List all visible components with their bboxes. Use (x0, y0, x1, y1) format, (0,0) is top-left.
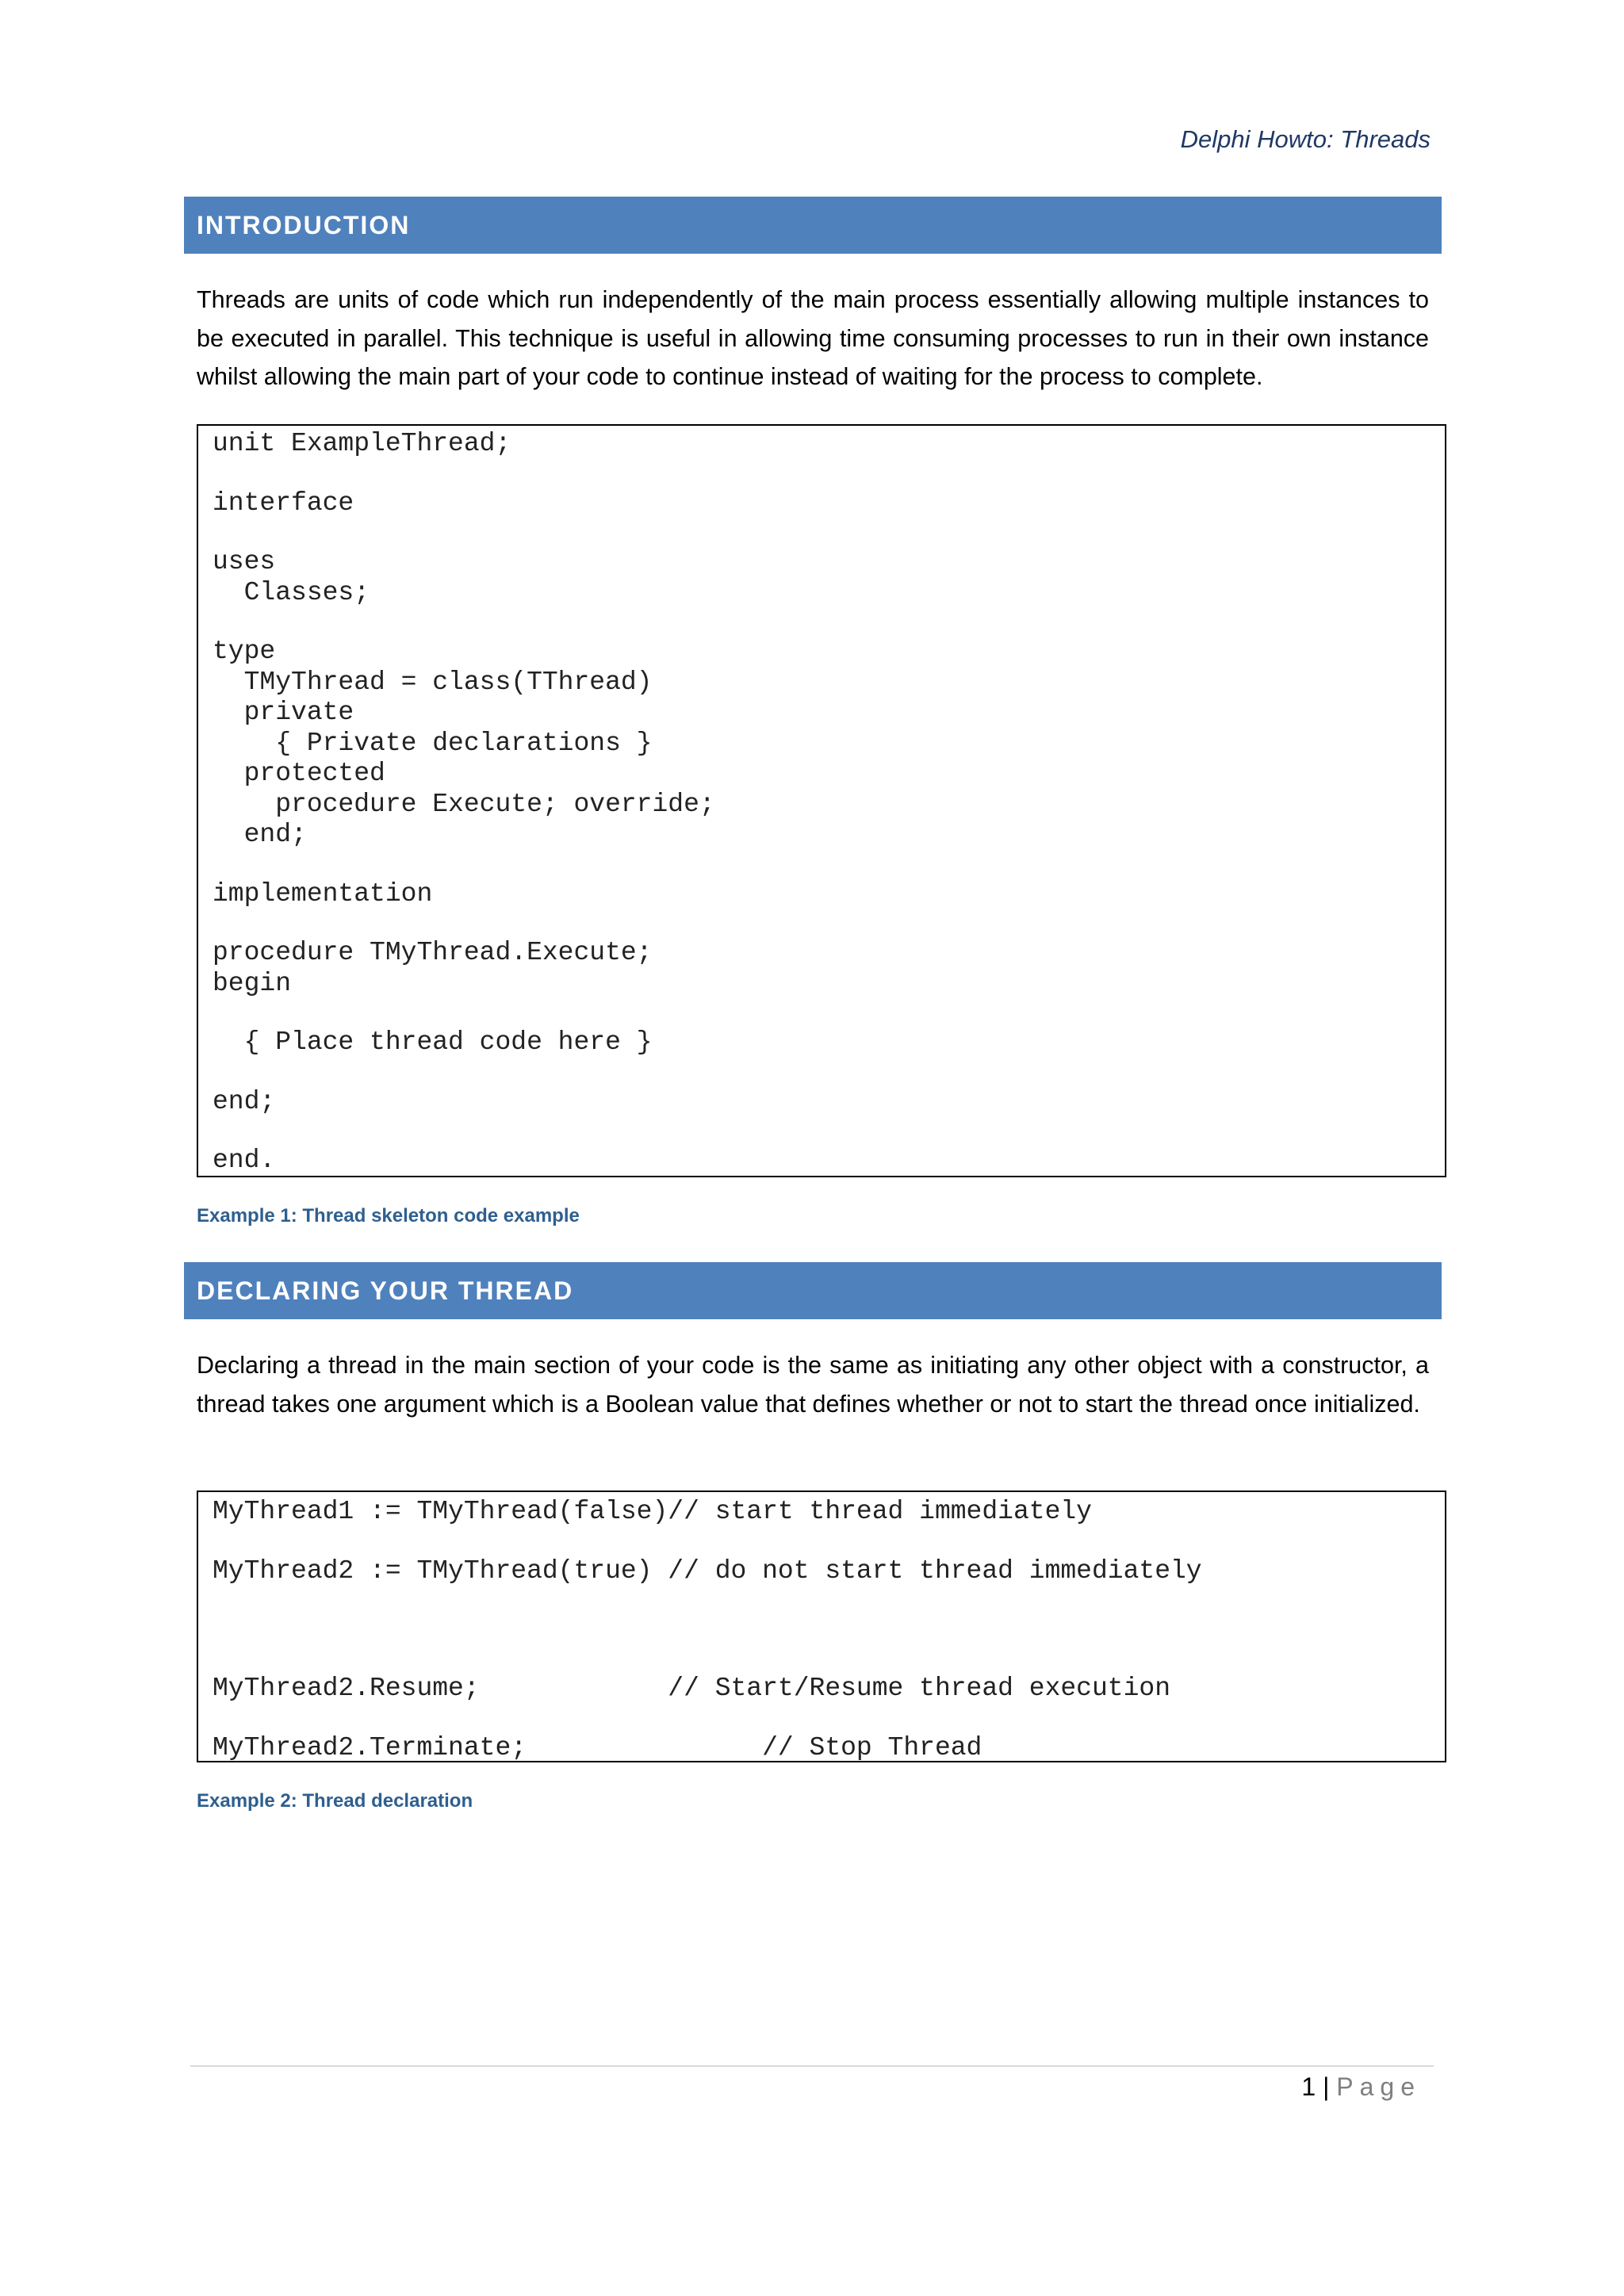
page-footer (1301, 2072, 1421, 2102)
code-example-thread-skeleton (197, 424, 1446, 1177)
footer-separator: | (1323, 2072, 1330, 2101)
code-line: protected (213, 759, 385, 788)
example-1-caption: Example 1: Thread skeleton code example (197, 1205, 580, 1226)
page-number: 1 (1301, 2072, 1316, 2101)
running-header-title: Delphi Howto: Threads (1180, 125, 1431, 153)
code-line: { Place thread code here } (213, 1027, 653, 1057)
code-line: uses (213, 547, 276, 576)
code-line: unit ExampleThread; (213, 429, 511, 458)
code-line: type (213, 637, 276, 666)
code-line: end. (213, 1146, 276, 1175)
code-line: Classes; (213, 577, 370, 607)
section-heading-declaring-your-thread: DECLARING YOUR THREAD (184, 1262, 1442, 1319)
code-line: end; (213, 820, 307, 849)
code-line: interface (213, 488, 354, 518)
code-line: private (213, 698, 354, 727)
section-heading-introduction: INTRODUCTION (184, 197, 1442, 254)
code-line: TMyThread = class(TThread) (213, 667, 653, 697)
code-line: MyThread2 := TMyThread(true) // do not start thread immediately (213, 1556, 1202, 1586)
code-line: begin (213, 968, 292, 998)
code-line: implementation (213, 878, 433, 909)
introduction-paragraph: Threads are units of code which run independently of the main process essentially allowing multiple instances to be executed in parallel. This technique is useful in allowing time consuming processes to run in their own instance whilst allowing the main part of your code to continue instead of waiting for the process to complete. (197, 286, 1429, 390)
declaring-paragraph: Declaring a thread in the main section of your code is the same as initiating any other object with a constructor, a thread takes one argument which is a Boolean value that defines whether or not to start the thread once initialized. (197, 1352, 1429, 1418)
code-example-thread-declaration (197, 1490, 1446, 1762)
footer-divider (190, 2065, 1434, 2067)
page-label: Page (1336, 2072, 1421, 2101)
code-line: { Private declarations } (213, 728, 653, 758)
code-line: procedure TMyThread.Execute; (213, 938, 653, 967)
code-line: end; (213, 1086, 276, 1116)
code-line: MyThread1 := TMyThread(false)// start thread immediately (213, 1497, 1092, 1526)
example-2-caption: Example 2: Thread declaration (197, 1790, 473, 1812)
code-line: MyThread2.Terminate; // Stop Thread (213, 1732, 982, 1762)
code-line: MyThread2.Resume; // Start/Resume thread execution (213, 1674, 1170, 1703)
code-line: procedure Execute; override; (213, 789, 715, 819)
